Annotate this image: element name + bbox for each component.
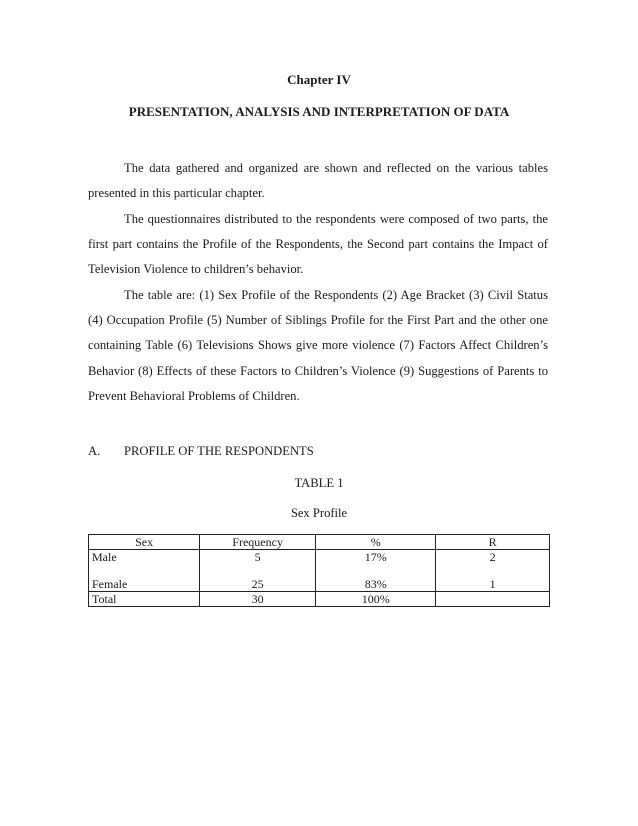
table-title: Sex Profile (290, 506, 348, 520)
header-percent: % (316, 535, 436, 550)
paragraph-line: presented in this particular chapter. (88, 186, 265, 201)
cell-sex: Female (89, 577, 200, 592)
paragraph-2 (88, 207, 548, 283)
sex-profile-table (88, 534, 550, 607)
paragraph-line: The questionnaires distributed to the respondents were composed of two parts, the (124, 212, 548, 226)
paragraph-line: Prevent Behavioral Problems of Children. (88, 388, 300, 403)
total-percent: 100% (316, 592, 436, 607)
chapter-heading: PRESENTATION, ANALYSIS AND INTERPRETATION OF DATA (128, 104, 510, 119)
cell-rank: 1 (436, 577, 550, 592)
total-rank (436, 592, 550, 607)
cell-rank: 2 (436, 550, 550, 565)
header-rank: R (436, 535, 550, 550)
paragraph-line: (4) Occupation Profile (5) Number of Siblings Profile for the First Part and the other one (88, 313, 548, 328)
paragraph-line: Television Violence to children’s behavior. (88, 262, 304, 277)
section-letter: A. (88, 444, 101, 458)
cell-frequency: 5 (200, 550, 316, 565)
cell-sex: Male (89, 550, 200, 565)
total-label: Total (89, 592, 200, 607)
table-row (89, 577, 550, 592)
header-frequency: Frequency (200, 535, 316, 550)
spacer-cell (200, 564, 316, 577)
table-total-row (89, 592, 550, 607)
paragraph-line: containing Table (6) Televisions Shows give more violence (7) Factors Affect Children’s (88, 338, 548, 353)
header-sex: Sex (89, 535, 200, 550)
total-frequency: 30 (200, 592, 316, 607)
cell-percent: 83% (316, 577, 436, 592)
table-row (89, 550, 550, 565)
paragraph-line: The table are: (1) Sex Profile of the Respondents (2) Age Bracket (3) Civil Status (124, 288, 548, 302)
section-title: PROFILE OF THE RESPONDENTS (124, 444, 314, 458)
spacer-cell (316, 564, 436, 577)
table-header-row (89, 535, 550, 550)
paragraph-line: first part contains the Profile of the Respondents, the Second part contains the Impact of (88, 237, 548, 252)
paragraph-1 (88, 156, 548, 206)
spacer-cell (89, 564, 200, 577)
paragraph-line: The data gathered and organized are shown and reflected on the various tables (124, 161, 548, 175)
cell-percent: 17% (316, 550, 436, 565)
table-number: TABLE 1 (294, 476, 344, 490)
paragraph-3 (88, 283, 548, 409)
cell-frequency: 25 (200, 577, 316, 592)
paragraph-line: Behavior (8) Effects of these Factors to Children’s Violence (9) Suggestions of Parents to (88, 363, 548, 378)
table-spacer-row (89, 564, 550, 577)
spacer-cell (436, 564, 550, 577)
chapter-title: Chapter IV (287, 72, 351, 87)
section-heading (88, 444, 314, 459)
